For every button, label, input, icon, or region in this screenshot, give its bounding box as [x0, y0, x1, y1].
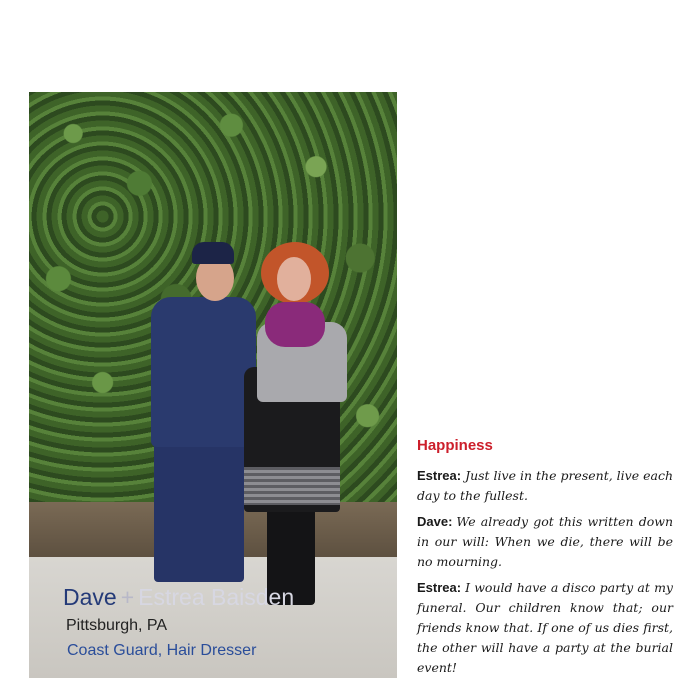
quote-paragraph — [417, 512, 673, 572]
man-figure-cap — [192, 242, 234, 264]
quote-text: We already got this written down in our will: When we die, there will be no mourning. — [417, 514, 673, 569]
quote-text: Just live in the present, live each day to the fullest. — [417, 468, 673, 503]
second-name: Estrea Baisden — [138, 584, 295, 610]
quote-speaker: Dave: — [417, 514, 453, 529]
occupation-text: Coast Guard, Hair Dresser — [67, 642, 257, 659]
woman-figure-hem — [244, 467, 340, 505]
woman-figure-scarf — [265, 302, 325, 347]
woman-figure-head — [277, 257, 311, 301]
quote-speaker: Estrea: — [417, 468, 462, 483]
first-name: Dave — [63, 584, 117, 610]
man-figure-uniform — [151, 297, 256, 447]
name-separator: + — [120, 584, 135, 610]
quote-paragraph — [417, 466, 673, 506]
couple-names — [63, 582, 294, 612]
man-figure-legs — [154, 442, 244, 582]
quote-paragraph — [417, 578, 673, 678]
section-heading: Happiness — [417, 437, 493, 454]
quote-speaker: Estrea: — [417, 580, 462, 595]
location-text: Pittsburgh, PA — [66, 617, 168, 634]
quote-text: I would have a disco party at my funeral. Our children know that; our friends know that. If one of us dies first, the other will have a party at the burial event! — [417, 580, 673, 675]
